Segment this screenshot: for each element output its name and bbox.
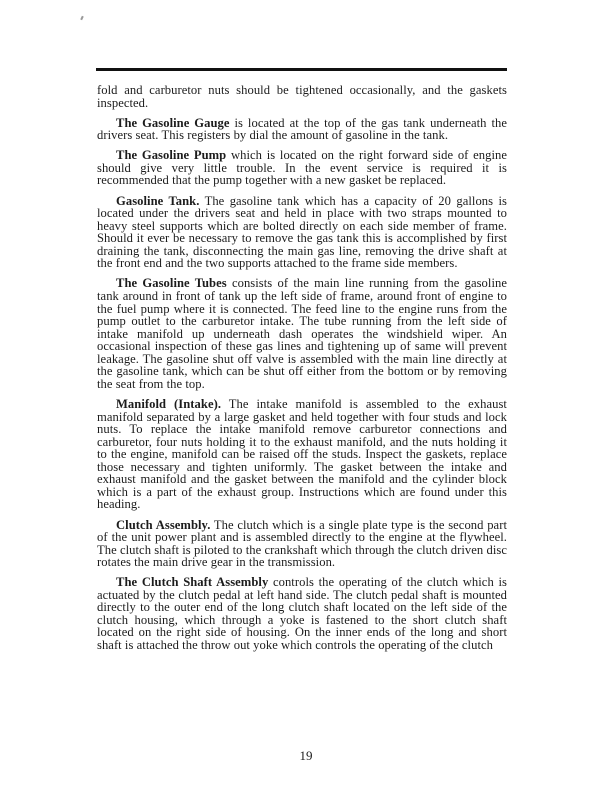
page-number: 19 — [299, 748, 313, 763]
paragraph-text: which is located on the right forward side of engine should give very little trouble. In the event service is required it is recommended that the pump together with a new gasket be replaced. — [97, 148, 507, 188]
paragraph-heading: Manifold (Intake). — [116, 397, 222, 411]
paragraph-heading: The Gasoline Gauge — [116, 115, 230, 130]
paragraph-heading: The Gasoline Pump — [116, 148, 227, 163]
paragraph-text: consists of the main line running from the gasoline tank around in front of tank up the left side of frame, around front of engine to the fuel pump where it is connected. The feed line to the engine runs from the pump outlet to the carburetor intake. The tube running from the left side of intake manifold up underneath dash operates the windshield wiper. An occasional inspection of these gas lines and tightening up of same will prevent leakage. The gasoline shut off valve is assembled with the main line directly at the gasoline tank, which can be shut off either from the bottom or by removing the seat from the top. — [97, 276, 507, 391]
paragraph-gasoline-tubes — [97, 277, 507, 390]
paragraph-clutch-shaft-assembly — [97, 576, 507, 651]
paragraph-text: The clutch which is a single plate type is the second part of the unit power plant and is assembled directly to the engine at the flywheel. The clutch shaft is piloted to the crankshaft which through the clutch driven disc rotates the main drive gear in the transmission. — [97, 517, 507, 570]
paragraph-gasoline-gauge — [97, 117, 507, 142]
paragraph-gasoline-tank — [97, 195, 507, 270]
paragraph-continuation — [97, 84, 507, 109]
paragraph-heading: The Clutch Shaft Assembly — [116, 575, 269, 590]
paragraph-heading: Clutch Assembly. — [116, 517, 211, 532]
header-rule — [96, 68, 507, 71]
paragraph-text: is located at the top of the gas tank underneath the drivers seat. This registers by dial the amount of gasoline in the tank. — [97, 115, 507, 143]
paragraph-heading: The Gasoline Tubes — [116, 276, 227, 291]
paragraph-gasoline-pump — [97, 149, 507, 187]
text-column — [97, 84, 507, 659]
paragraph-text: controls the operating of the clutch which is actuated by the clutch pedal at left hand side. The clutch pedal shaft is mounted directly to the outer end of the long clutch shaft located on the left side of the clutch housing, which through a yoke is fastened to the short clutch shaft located on the right side of housing. On the inner ends of the long and short shaft is attached the throw out yoke which controls the operating of the clutch — [97, 575, 507, 653]
paragraph-heading: Gasoline Tank. — [116, 193, 200, 208]
paragraph-manifold-intake — [97, 398, 507, 511]
paragraph-text: The intake manifold is assembled to the exhaust manifold separated by a large gasket and held together with four studs and lock nuts. To replace the intake manifold remove carburetor connections and carburetor, four nuts holding it to the exhaust manifold, and the nuts holding it to the engine, manifold can be raised off the studs. Inspect the gaskets, replace those necessary and tighten uniformly. The gasket between the intake and exhaust manifold and the gasket between the manifold and the cylinder block which is a part of the exhaust group. Instructions which are found under this heading. — [97, 397, 507, 512]
paragraph-clutch-assembly — [97, 519, 507, 569]
scan-speck — [80, 16, 84, 20]
paragraph-text: fold and carburetor nuts should be tightened occasionally, and the gaskets inspected. — [97, 83, 507, 110]
paragraph-text: The gasoline tank which has a capacity of 20 gallons is located under the drivers seat and held in place with two straps mounted to heavy steel supports which are bolted directly on each side member of frame. Should it ever be necessary to remove the gas tank this is accomplished by first draining the tank, disconnecting the main gas line, removing the drive shaft at the front end and the two supports attached to the frame side members. — [97, 193, 508, 271]
